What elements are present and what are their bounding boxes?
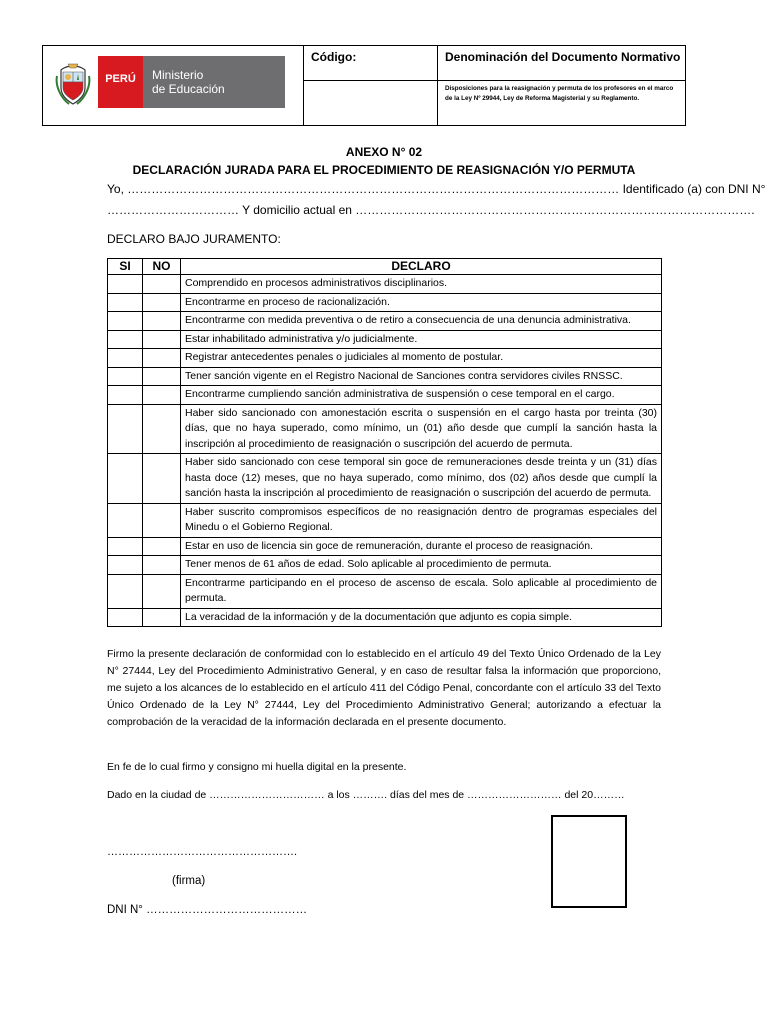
- table-row: [108, 367, 662, 386]
- no-checkbox-cell[interactable]: [143, 556, 181, 575]
- row-text: Tener sanción vigente en el Registro Nacional de Sanciones contra servidores civiles RNSSC.: [181, 367, 662, 386]
- peru-logo-block: PERÚ: [98, 56, 143, 108]
- dni-line: DNI N° ……………………………………: [107, 904, 308, 916]
- si-checkbox-cell[interactable]: [108, 275, 143, 294]
- row-text: Comprendido en procesos administrativos disciplinarios.: [181, 275, 662, 294]
- si-checkbox-cell[interactable]: [108, 454, 143, 504]
- si-checkbox-cell[interactable]: [108, 556, 143, 575]
- table-row: [108, 330, 662, 349]
- table-row: [108, 404, 662, 454]
- denominacion-value: Disposiciones para la reasignación y permuta de los profesores en el marco de la Ley Nº 29944, Ley de Reforma Magisterial y su Reglamento.: [445, 85, 674, 102]
- declaro-heading: DECLARO BAJO JURAMENTO:: [107, 232, 281, 246]
- no-checkbox-cell[interactable]: [143, 537, 181, 556]
- table-row: [108, 537, 662, 556]
- no-checkbox-cell[interactable]: [143, 574, 181, 608]
- row-text: Estar inhabilitado administrativa y/o judicialmente.: [181, 330, 662, 349]
- no-checkbox-cell[interactable]: [143, 312, 181, 331]
- si-checkbox-cell[interactable]: [108, 537, 143, 556]
- row-text: Haber sido sancionado con cese temporal sin goce de remuneraciones desde treinta y un (31) días hasta doce (12) meses, que no haya superado, como mínimo, dos (02) años desde que cumplí la sanción hasta la inscripción al procedimiento de reasignación o suscripción del acuerdo de permuta.: [181, 454, 662, 504]
- header-declaro: DECLARO: [181, 259, 662, 275]
- closing-paragraph: Firmo la presente declaración de conformidad con lo establecido en el artículo 49 del Texto Único Ordenado de la Ley N° 27444, Ley del Procedimiento Administrativo General, y en caso de resultar falsa la información que proporciono, me sujeto a los alcances de lo establecido en el artículo 411 del Código Penal, concordante con el artículo 33 del Texto Único Ordenado de la Ley N° 27444, Ley del Procedimiento Administrativo General; autorizando a efectuar la comprobación de la veracidad de la información declarada en el presente documento.: [107, 648, 661, 728]
- coat-of-arms-icon: [55, 62, 91, 108]
- row-text: Encontrarme cumpliendo sanción administrativa de suspensión o cese temporal en el cargo.: [181, 386, 662, 405]
- row-text: Registrar antecedentes penales o judiciales al momento de postular.: [181, 349, 662, 368]
- si-checkbox-cell[interactable]: [108, 608, 143, 627]
- header-si: SI: [108, 259, 143, 275]
- table-row: [108, 275, 662, 294]
- table-header-row: [108, 259, 662, 275]
- annex-title: ANEXO N° 02: [345, 145, 423, 159]
- no-checkbox-cell[interactable]: [143, 330, 181, 349]
- ministry-logo-block: [143, 56, 285, 108]
- si-checkbox-cell[interactable]: [108, 349, 143, 368]
- dado-line: Dado en la ciudad de …………………………… a los ………. días del mes de ……………………… del 20………: [107, 789, 625, 801]
- no-checkbox-cell[interactable]: [143, 275, 181, 294]
- no-checkbox-cell[interactable]: [143, 367, 181, 386]
- declaration-table: [107, 258, 662, 627]
- denominacion-cell: [437, 46, 685, 125]
- row-text: Haber sido sancionado con amonestación escrita o suspensión en el cargo hasta por treinta (30) días, que no haya superado, como mínimo, un (01) año desde que cumplí la sanción hasta la inscripción al procedimiento de reasignación o suscripción del acuerdo de permuta.: [181, 404, 662, 454]
- codigo-cell: [303, 46, 438, 125]
- denominacion-label: Denominación del Documento Normativo: [437, 46, 685, 81]
- ministry-line-1: Ministerio: [152, 68, 204, 82]
- row-text: Encontrarme con medida preventiva o de retiro a consecuencia de una denuncia administrativa.: [181, 312, 662, 331]
- no-checkbox-cell[interactable]: [143, 454, 181, 504]
- no-checkbox-cell[interactable]: [143, 404, 181, 454]
- table-row: [108, 386, 662, 405]
- no-checkbox-cell[interactable]: [143, 293, 181, 312]
- no-checkbox-cell[interactable]: [143, 386, 181, 405]
- table-row: [108, 608, 662, 627]
- si-checkbox-cell[interactable]: [108, 293, 143, 312]
- si-checkbox-cell[interactable]: [108, 367, 143, 386]
- header-no: NO: [143, 259, 181, 275]
- signature-line: …………………………………………….: [107, 846, 298, 858]
- row-text: Encontrarme participando en el proceso de ascenso de escala. Solo aplicable al procedimiento de permuta.: [181, 574, 662, 608]
- si-checkbox-cell[interactable]: [108, 386, 143, 405]
- codigo-label: Código:: [303, 46, 437, 81]
- si-checkbox-cell[interactable]: [108, 330, 143, 349]
- no-checkbox-cell[interactable]: [143, 349, 181, 368]
- fe-line: En fe de lo cual firmo y consigno mi huella digital en la presente.: [107, 761, 407, 773]
- si-checkbox-cell[interactable]: [108, 503, 143, 537]
- row-text: Haber suscrito compromisos específicos de no reasignación dentro de programas especiales del Minedu o el Gobierno Regional.: [181, 503, 662, 537]
- table-row: [108, 293, 662, 312]
- firma-label: (firma): [172, 875, 206, 887]
- si-checkbox-cell[interactable]: [108, 574, 143, 608]
- table-row: [108, 574, 662, 608]
- declaration-title: DECLARACIÓN JURADA PARA EL PROCEDIMIENTO DE REASIGNACIÓN Y/O PERMUTA: [132, 163, 636, 177]
- row-text: Estar en uso de licencia sin goce de remuneración, durante el proceso de reasignación.: [181, 537, 662, 556]
- ministry-line-2: de Educación: [152, 82, 225, 96]
- si-checkbox-cell[interactable]: [108, 404, 143, 454]
- row-text: Tener menos de 61 años de edad. Solo aplicable al procedimiento de permuta.: [181, 556, 662, 575]
- table-row: [108, 312, 662, 331]
- intro-line-1: Yo, …………………………………………………………………………………………………………… Identificado (a) con DNI N°: [107, 182, 766, 196]
- fingerprint-box: [551, 815, 627, 908]
- table-row: [108, 556, 662, 575]
- table-row: [108, 503, 662, 537]
- no-checkbox-cell[interactable]: [143, 503, 181, 537]
- no-checkbox-cell[interactable]: [143, 608, 181, 627]
- table-row: [108, 349, 662, 368]
- si-checkbox-cell[interactable]: [108, 312, 143, 331]
- logo-cell: [43, 46, 304, 125]
- document-header: [42, 45, 686, 126]
- row-text: La veracidad de la información y de la documentación que adjunto es copia simple.: [181, 608, 662, 627]
- table-row: [108, 454, 662, 504]
- row-text: Encontrarme en proceso de racionalización.: [181, 293, 662, 312]
- intro-line-2: …………………………… Y domicilio actual en ……………………………………………………………………………………….: [107, 203, 755, 217]
